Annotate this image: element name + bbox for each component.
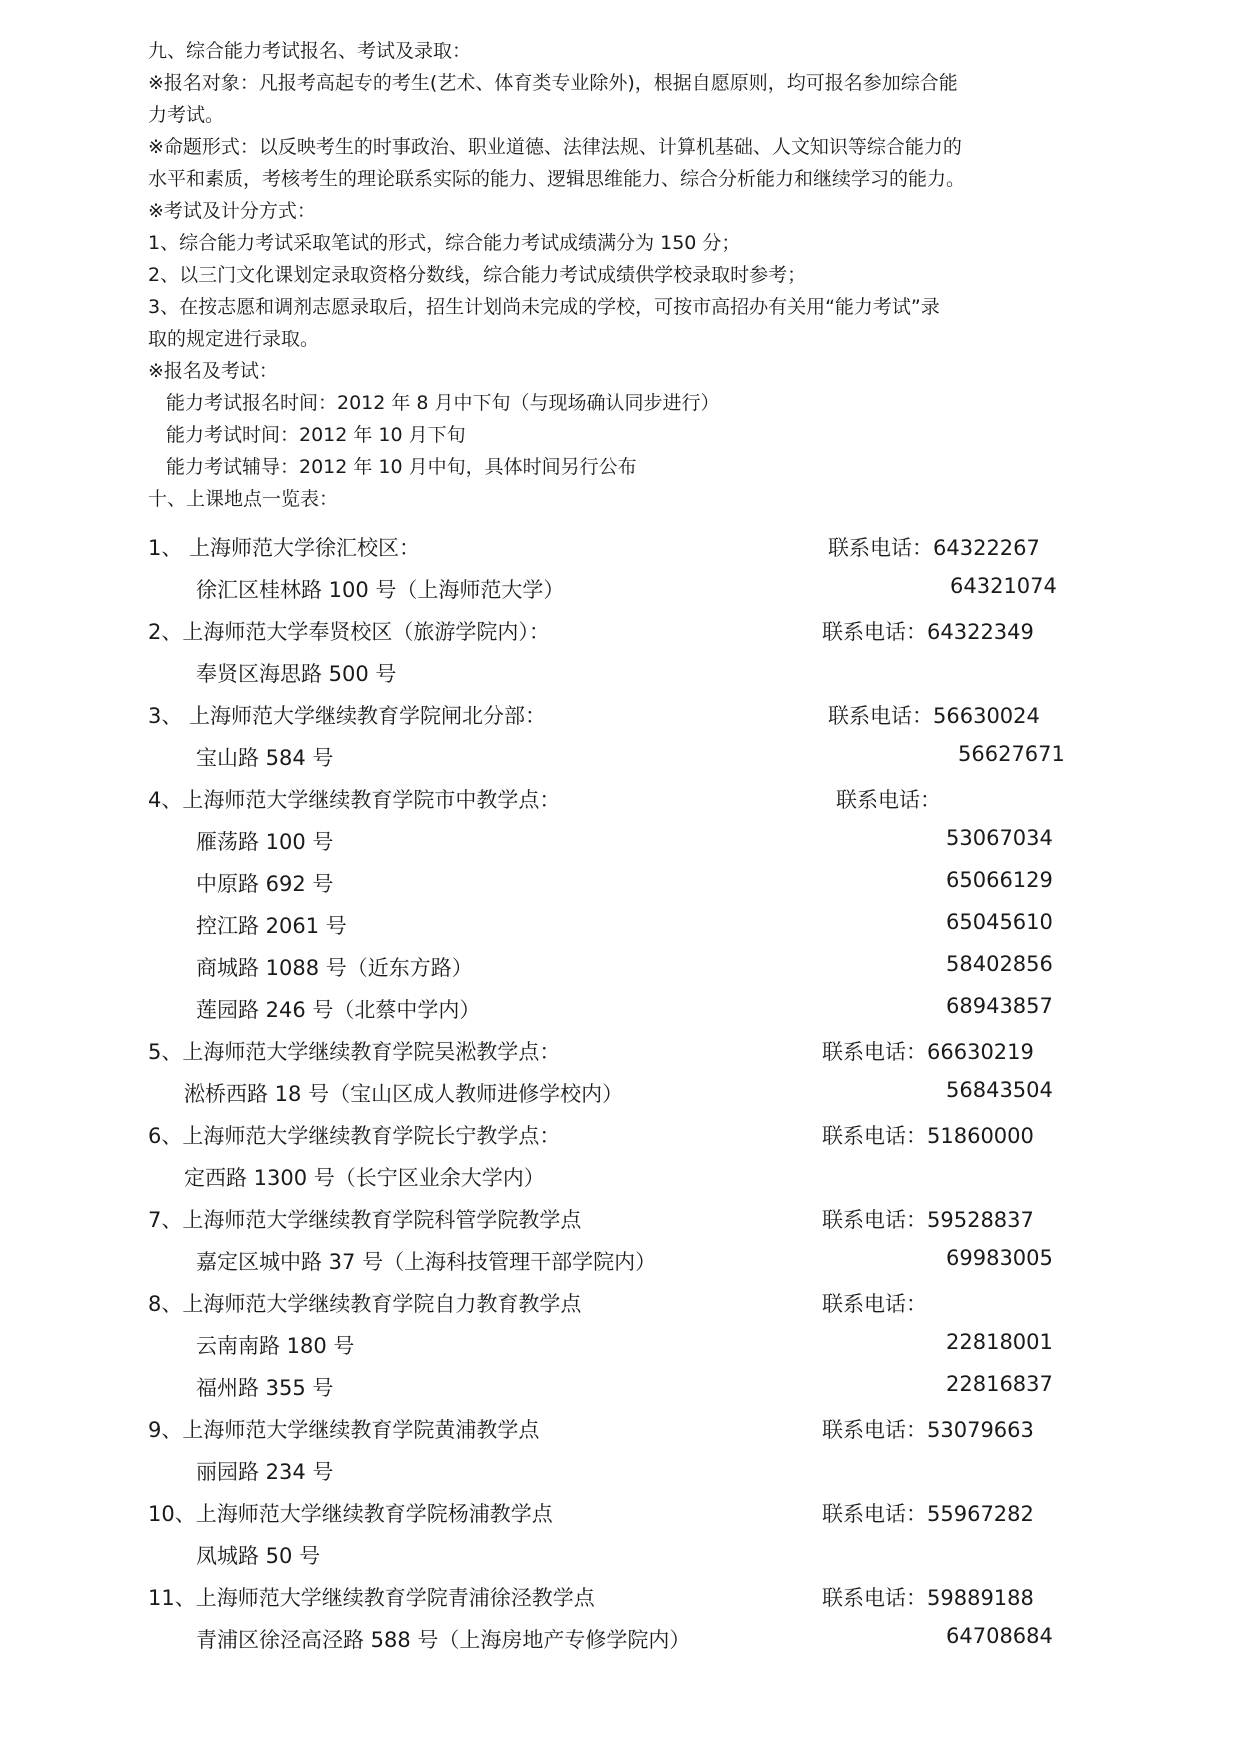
- location-contact: 联系电话：59528837: [822, 1208, 1034, 1232]
- format-line1: ※命题形式：以反映考生的时事政治、职业道德、法律法规、计算机基础、人文知识等综合能力的: [148, 136, 962, 158]
- location-address: 淞桥西路 18 号（宝山区成人教师进修学校内）: [184, 1082, 624, 1106]
- location-contact: 联系电话：66630219: [822, 1040, 1034, 1064]
- location-title: 1、 上海师范大学徐汇校区：: [148, 536, 421, 560]
- location-phone: 56627671: [958, 742, 1065, 766]
- location-phone: 64708684: [946, 1624, 1053, 1648]
- location-address: 徐汇区桂林路 100 号（上海师范大学）: [196, 578, 565, 602]
- location-address: 雁荡路 100 号: [196, 830, 334, 854]
- location-contact: 联系电话：56630024: [828, 704, 1040, 728]
- target-line1: ※报名对象：凡报考高起专的考生(艺术、体育类专业除外)，根据自愿原则，均可报名参加综合能: [148, 72, 958, 94]
- scoring-item-3-line2: 取的规定进行录取。: [148, 328, 320, 350]
- scoring-item-3-line1: 3、在按志愿和调剂志愿录取后，招生计划尚未完成的学校，可按市高招办有关用“能力考试”录: [148, 296, 940, 318]
- location-title: 8、上海师范大学继续教育学院自力教育教学点: [148, 1292, 582, 1316]
- scoring-item-2: 2、以三门文化课划定录取资格分数线，综合能力考试成绩供学校录取时参考；: [148, 264, 807, 286]
- scoring-item-1: 1、综合能力考试采取笔试的形式，综合能力考试成绩满分为 150 分；: [148, 232, 741, 254]
- section10-heading: 十、上课地点一览表：: [148, 488, 339, 510]
- location-contact: 联系电话：: [822, 1292, 927, 1316]
- location-title: 10、上海师范大学继续教育学院杨浦教学点: [148, 1502, 553, 1526]
- location-contact: 联系电话：64322267: [828, 536, 1040, 560]
- location-title: 3、 上海师范大学继续教育学院闸北分部：: [148, 704, 547, 728]
- scoring-heading: ※考试及计分方式：: [148, 200, 316, 222]
- registration-heading: ※报名及考试：: [148, 360, 278, 382]
- location-phone: 58402856: [946, 952, 1053, 976]
- target-line2: 力考试。: [148, 104, 225, 126]
- location-contact: 联系电话：64322349: [822, 620, 1034, 644]
- location-title: 4、上海师范大学继续教育学院市中教学点：: [148, 788, 561, 812]
- location-phone: 22816837: [946, 1372, 1053, 1396]
- exam-time: 能力考试时间：2012 年 10 月下旬: [166, 424, 466, 446]
- location-title: 5、上海师范大学继续教育学院吴淞教学点：: [148, 1040, 561, 1064]
- location-contact: 联系电话：55967282: [822, 1502, 1034, 1526]
- location-phone: 65045610: [946, 910, 1053, 934]
- location-phone: 64321074: [950, 574, 1057, 598]
- location-title: 11、上海师范大学继续教育学院青浦徐泾教学点: [148, 1586, 595, 1610]
- location-contact: 联系电话：51860000: [822, 1124, 1034, 1148]
- location-address: 商城路 1088 号（近东方路）: [196, 956, 473, 980]
- location-contact: 联系电话：59889188: [822, 1586, 1034, 1610]
- location-address: 控江路 2061 号: [196, 914, 347, 938]
- location-address: 定西路 1300 号（长宁区业余大学内）: [184, 1166, 545, 1190]
- location-phone: 53067034: [946, 826, 1053, 850]
- location-address: 中原路 692 号: [196, 872, 334, 896]
- location-address: 嘉定区城中路 37 号（上海科技管理干部学院内）: [196, 1250, 657, 1274]
- location-title: 6、上海师范大学继续教育学院长宁教学点：: [148, 1124, 561, 1148]
- location-phone: 65066129: [946, 868, 1053, 892]
- location-title: 9、上海师范大学继续教育学院黄浦教学点: [148, 1418, 540, 1442]
- location-address: 云南南路 180 号: [196, 1334, 355, 1358]
- location-address: 凤城路 50 号: [196, 1544, 321, 1568]
- section9-heading: 九、综合能力考试报名、考试及录取：: [148, 40, 472, 62]
- location-contact: 联系电话：53079663: [822, 1418, 1034, 1442]
- location-address: 宝山路 584 号: [196, 746, 334, 770]
- location-address: 福州路 355 号: [196, 1376, 334, 1400]
- location-address: 奉贤区海思路 500 号: [196, 662, 397, 686]
- location-address: 丽园路 234 号: [196, 1460, 334, 1484]
- location-title: 2、上海师范大学奉贤校区（旅游学院内）：: [148, 620, 550, 644]
- format-line2: 水平和素质，考核考生的理论联系实际的能力、逻辑思维能力、综合分析能力和继续学习的能力。: [148, 168, 966, 190]
- location-phone: 68943857: [946, 994, 1053, 1018]
- location-phone: 56843504: [946, 1078, 1053, 1102]
- registration-time: 能力考试报名时间：2012 年 8 月中下旬（与现场确认同步进行）: [166, 392, 720, 414]
- location-phone: 22818001: [946, 1330, 1053, 1354]
- location-phone: 69983005: [946, 1246, 1053, 1270]
- location-address: 青浦区徐泾高泾路 588 号（上海房地产专修学院内）: [196, 1628, 691, 1652]
- location-title: 7、上海师范大学继续教育学院科管学院教学点: [148, 1208, 582, 1232]
- tutoring-time: 能力考试辅导：2012 年 10 月中旬，具体时间另行公布: [166, 456, 637, 478]
- location-address: 莲园路 246 号（北蔡中学内）: [196, 998, 481, 1022]
- location-contact: 联系电话：: [836, 788, 941, 812]
